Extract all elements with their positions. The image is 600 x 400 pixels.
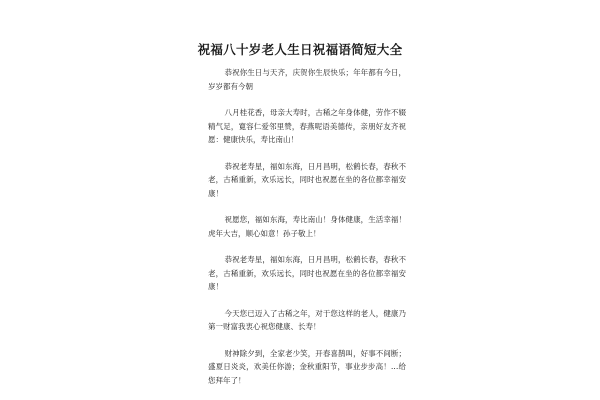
paragraph: 恭祝老寿星，福如东海，日月昌明，松鹤长春，春秋不老，古稀重新，欢乐远长，同时也祝愿在坐的各位都幸福安康！	[208, 161, 406, 198]
paragraph: 祝愿您，福如东海，寿比南山！身体健康，生活幸福！虎年大吉，顺心如意！孙子敬上！	[208, 215, 406, 238]
paragraph: 恭祝老寿星，福如东海，日月昌明，松鹤长春，春秋不老，古稀重新，欢乐远长，同时也祝愿在坐的各位都幸福安康！	[208, 255, 406, 291]
paragraph: 八月桂花香，母亲大寿时，古稀之年身体健，劳作不辍精气足，寛容仁爱邻里赞，春燕呢语美德传，亲朋好友齐祝愿：健康快乐，寿比南山！	[208, 108, 406, 144]
document-title: 祝福八十岁老人生日祝福语简短大全	[197, 42, 403, 57]
paragraph: 财神除夕到，全家老少笑，开春喜鹊叫，好事不间断；盛夏日炎炎，欢美任你游；金秋重阳节，事业步步高！…给您拜年了！	[208, 348, 406, 385]
paragraph: 今天您已迈入了古稀之年，对于您这样的老人，健康乃第一财富我衷心祝您健康、长寿！	[208, 308, 406, 331]
paragraph: 恭祝你生日与天齐，庆贺你生辰快乐；年年都有今日，岁岁都有今朝	[208, 68, 406, 91]
document-body	[208, 66, 406, 387]
